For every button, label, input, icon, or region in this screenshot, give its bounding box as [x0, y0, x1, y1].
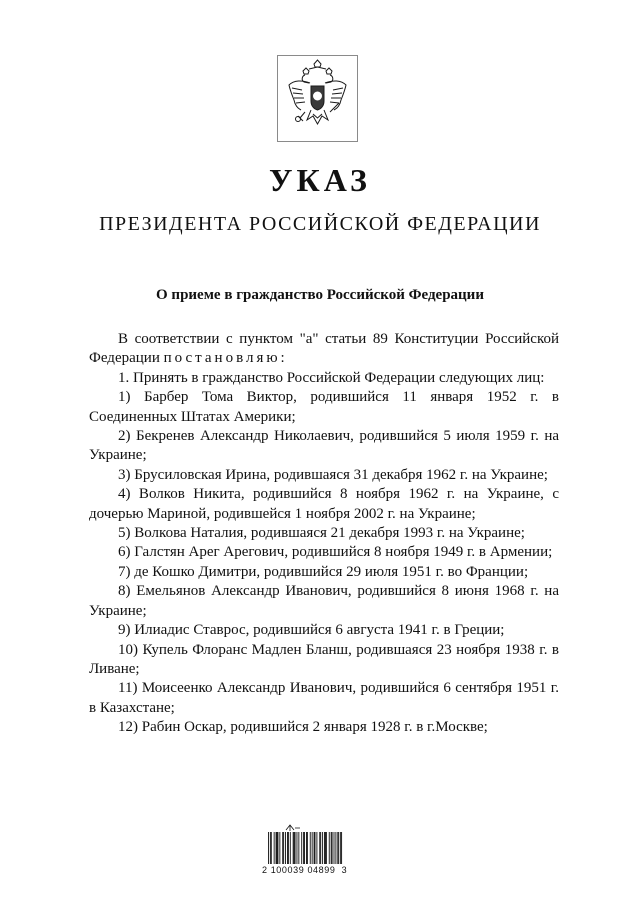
barcode-bar	[332, 832, 333, 864]
item-intro: 1. Принять в гражданство Российской Федерации следующих лиц:	[118, 369, 545, 386]
barcode-bar	[341, 832, 342, 864]
barcode-bar	[301, 832, 302, 864]
barcode-bar	[319, 832, 320, 864]
document-subtitle: ПРЕЗИДЕНТА РОССИЙСКОЙ ФЕДЕРАЦИИ	[99, 213, 541, 235]
barcode-bar	[338, 832, 339, 864]
barcode-bar	[307, 832, 308, 864]
barcode-bar	[282, 832, 283, 864]
document-title: УКАЗ	[269, 162, 371, 198]
barcode-bar	[283, 832, 284, 864]
barcode-bar	[337, 832, 338, 864]
state-emblem	[277, 55, 358, 142]
barcode-bar	[312, 832, 313, 864]
barcode-bar	[294, 832, 295, 864]
person-entry: 9) Илиадис Ставрос, родившийся 6 августа 1941 г. в Греции;	[118, 622, 505, 639]
barcode-bar	[270, 832, 271, 864]
preamble-text: В соответствии с пунктом "а" статьи 89 Конституции Российской Федерации	[89, 331, 559, 367]
person-entry: 8) Емельянов Александр Иванович, родившийся 8 июня 1968 г. на Украине;	[89, 583, 559, 619]
preamble-paragraph	[89, 330, 559, 369]
barcode-bar	[326, 832, 327, 864]
barcode-bar	[288, 832, 289, 864]
barcode-bar	[334, 832, 335, 864]
barcode-bar	[325, 832, 326, 864]
barcode-bar	[322, 832, 323, 864]
barcode-number: 2 100039 04899 3	[262, 865, 348, 875]
barcode-bar	[306, 832, 307, 864]
barcode-bar	[274, 832, 275, 864]
barcode-bar	[277, 832, 278, 864]
person-entry: 11) Моисеенко Александр Иванович, родившийся 6 сентября 1951 г. в Казахстане;	[89, 680, 559, 716]
barcode-bar	[329, 832, 330, 864]
barcode-bar	[268, 832, 269, 864]
barcode-bar	[340, 832, 341, 864]
barcode-bar	[293, 832, 294, 864]
barcode-bar	[304, 832, 305, 864]
person-entry: 4) Волков Никита, родившийся 8 ноября 1962 г. на Украине, с дочерью Мариной, родившейся 1 ноября 2002 г. на Украине;	[89, 486, 559, 522]
barcode-bar	[331, 832, 332, 864]
decree-body	[89, 330, 559, 738]
barcode-bar	[324, 832, 325, 864]
barcode-bar	[314, 832, 315, 864]
barcode-bar	[287, 832, 288, 864]
person-entry: 12) Рабин Оскар, родившийся 2 января 1928 г. в г.Москве;	[118, 719, 488, 736]
person-entry: 6) Галстян Арег Арегович, родившийся 8 ноября 1949 г. в Армении;	[118, 544, 553, 561]
barcode-bar	[276, 832, 277, 864]
person-entry: 7) де Кошко Димитри, родившийся 29 июля 1951 г. во Франции;	[118, 563, 529, 580]
person-entry: 3) Брусиловская Ирина, родившаяся 31 декабря 1962 г. на Украине;	[118, 466, 548, 483]
person-entry: 1) Барбер Тома Виктор, родившийся 11 января 1952 г. в Соединенных Штатах Америки;	[89, 389, 559, 425]
barcode-bar	[297, 832, 298, 864]
barcode-bar	[298, 832, 299, 864]
barcode-bar	[316, 832, 317, 864]
barcode-bar	[271, 832, 272, 864]
person-entry: 5) Волкова Наталия, родившаяся 21 декабря 1993 г. на Украине;	[118, 525, 525, 542]
barcode-bar	[320, 832, 321, 864]
barcode-bar	[315, 832, 316, 864]
barcode-bar	[310, 832, 311, 864]
barcode-icon	[266, 822, 344, 867]
barcode-bar	[285, 832, 286, 864]
barcode-bar	[303, 832, 304, 864]
person-entry: 10) Купель Флоранс Мадлен Бланш, родившаяся 23 ноября 1938 г. в Ливане;	[89, 641, 559, 677]
barcode-bar	[295, 832, 296, 864]
double-headed-eagle-icon	[278, 56, 357, 141]
barcode-bar	[335, 832, 336, 864]
barcode-bar	[290, 832, 291, 864]
barcode-bar	[279, 832, 280, 864]
person-entry: 2) Бекренев Александр Николаевич, родившийся 5 июля 1959 г. на Украине;	[89, 428, 559, 464]
barcode-bar	[278, 832, 279, 864]
preamble-decree-word: постановляю:	[163, 350, 288, 367]
barcode-mark-icon	[286, 825, 300, 831]
decree-heading: О приеме в гражданство Российской Федерации	[156, 287, 484, 303]
